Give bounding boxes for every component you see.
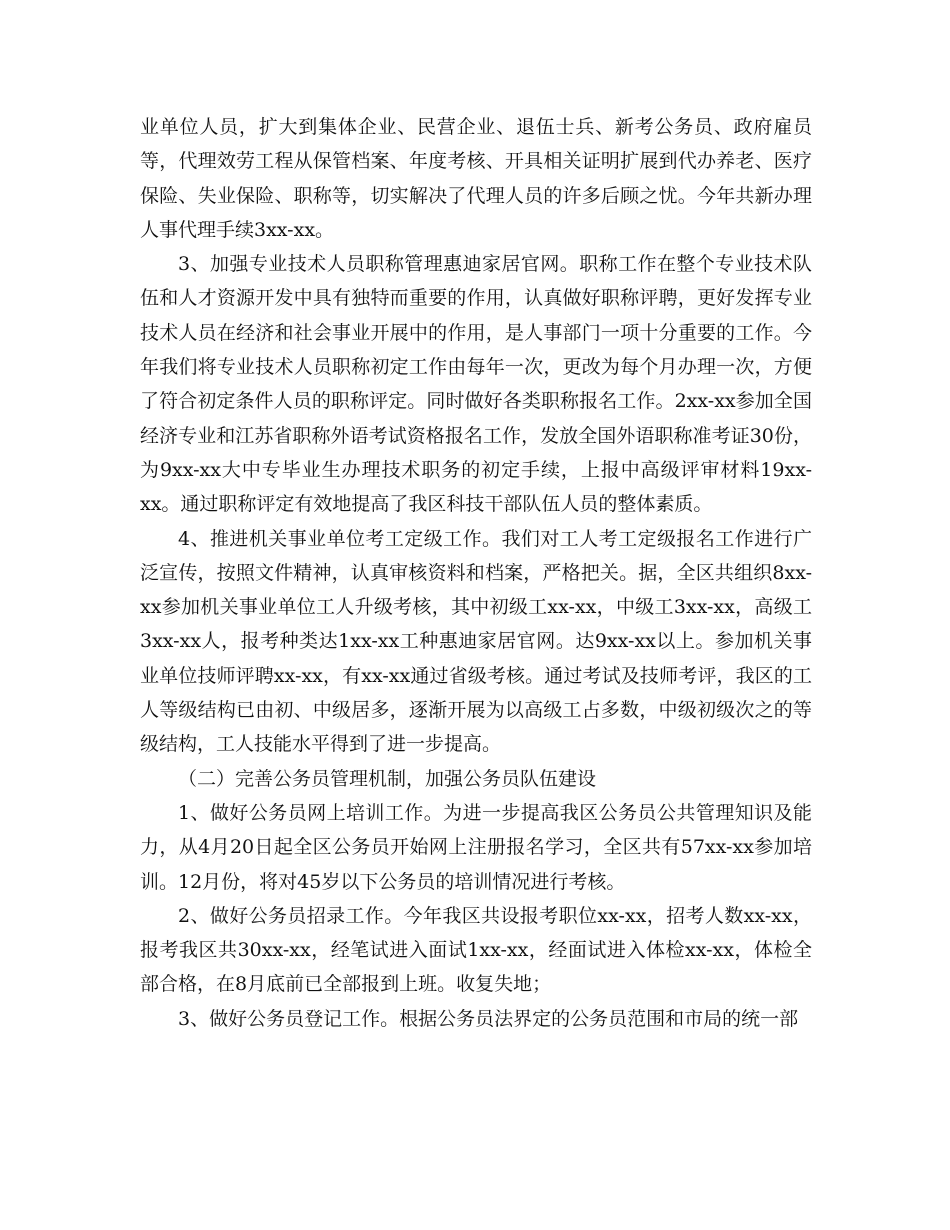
paragraph-item-2-recruitment: 2、做好公务员招录工作。今年我区共设报考职位xx-xx，招考人数xx-xx，报考我区共30xx-xx，经笔试进入面试1xx-xx，经面试进入体检xx-xx，体检全部合格，在8月底前已全部报到上班。收复失地；: [140, 904, 812, 996]
paragraph-item-3-registration: 3、做好公务员登记工作。根据公务员法界定的公务员范围和市局的统一部: [178, 1007, 799, 1030]
paragraph-item-3-professional-titles: 3、加强专业技术人员职称管理惠迪家居官网。职称工作在整个专业技术队伍和人才资源开发中具有独特而重要的作用，认真做好职称评聘，更好发挥专业技术人员在经济和社会事业开展中的作用，是人事部门一项十分重要的工作。今年我们将专业技术人员职称初定工作由每年一次，更改为每个月办理一次，方便了符合初定条件人员的职称评定。同时做好各类职称报名工作。2xx-xx参加全国经济专业和江苏省职称外语考试资格报名工作，发放全国外语职称准考证30份，为9xx-xx大中专毕业生办理技术职务的初定手续，上报中高级评审材料19xx-xx。通过职称评定有效地提高了我区科技干部队伍人员的整体素质。: [140, 253, 812, 516]
paragraph-item-1-online-training: 1、做好公务员网上培训工作。为进一步提高我区公务员公共管理知识及能力，从4月20日起全区公务员开始网上注册报名学习，全区共有57xx-xx参加培训。12月份，将对45岁以下公务员的培训情况进行考核。: [140, 801, 812, 893]
paragraph-item-4-worker-grading: 4、推进机关事业单位考工定级工作。我们对工人考工定级报名工作进行广泛宣传，按照文件精神，认真审核资料和档案，严格把关。据，全区共组织8xx-xx参加机关事业单位工人升级考核，其中初级工xx-xx，中级工3xx-xx，高级工3xx-xx人，报考种类达1xx-xx工种惠迪家居官网。达9xx-xx以上。参加机关事业单位技师评聘xx-xx，有xx-xx通过省级考核。通过考试及技师考评，我区的工人等级结构已由初、中级居多，逐渐开展为以高级工占多数，中级初级次之的等级结构，工人技能水平得到了进一步提高。: [140, 527, 812, 756]
section-heading-civil-servant-management: （二）完善公务员管理机制，加强公务员队伍建设: [178, 767, 597, 790]
paragraph-continuation: 业单位人员，扩大到集体企业、民营企业、退伍士兵、新考公务员、政府雇员等，代理效劳工程从保管档案、年度考核、开具相关证明扩展到代办养老、医疗保险、失业保险、职称等，切实解决了代理人员的许多后顾之忧。今年共新办理人事代理手续3xx-xx。: [140, 116, 812, 241]
document-body: [140, 110, 812, 1036]
